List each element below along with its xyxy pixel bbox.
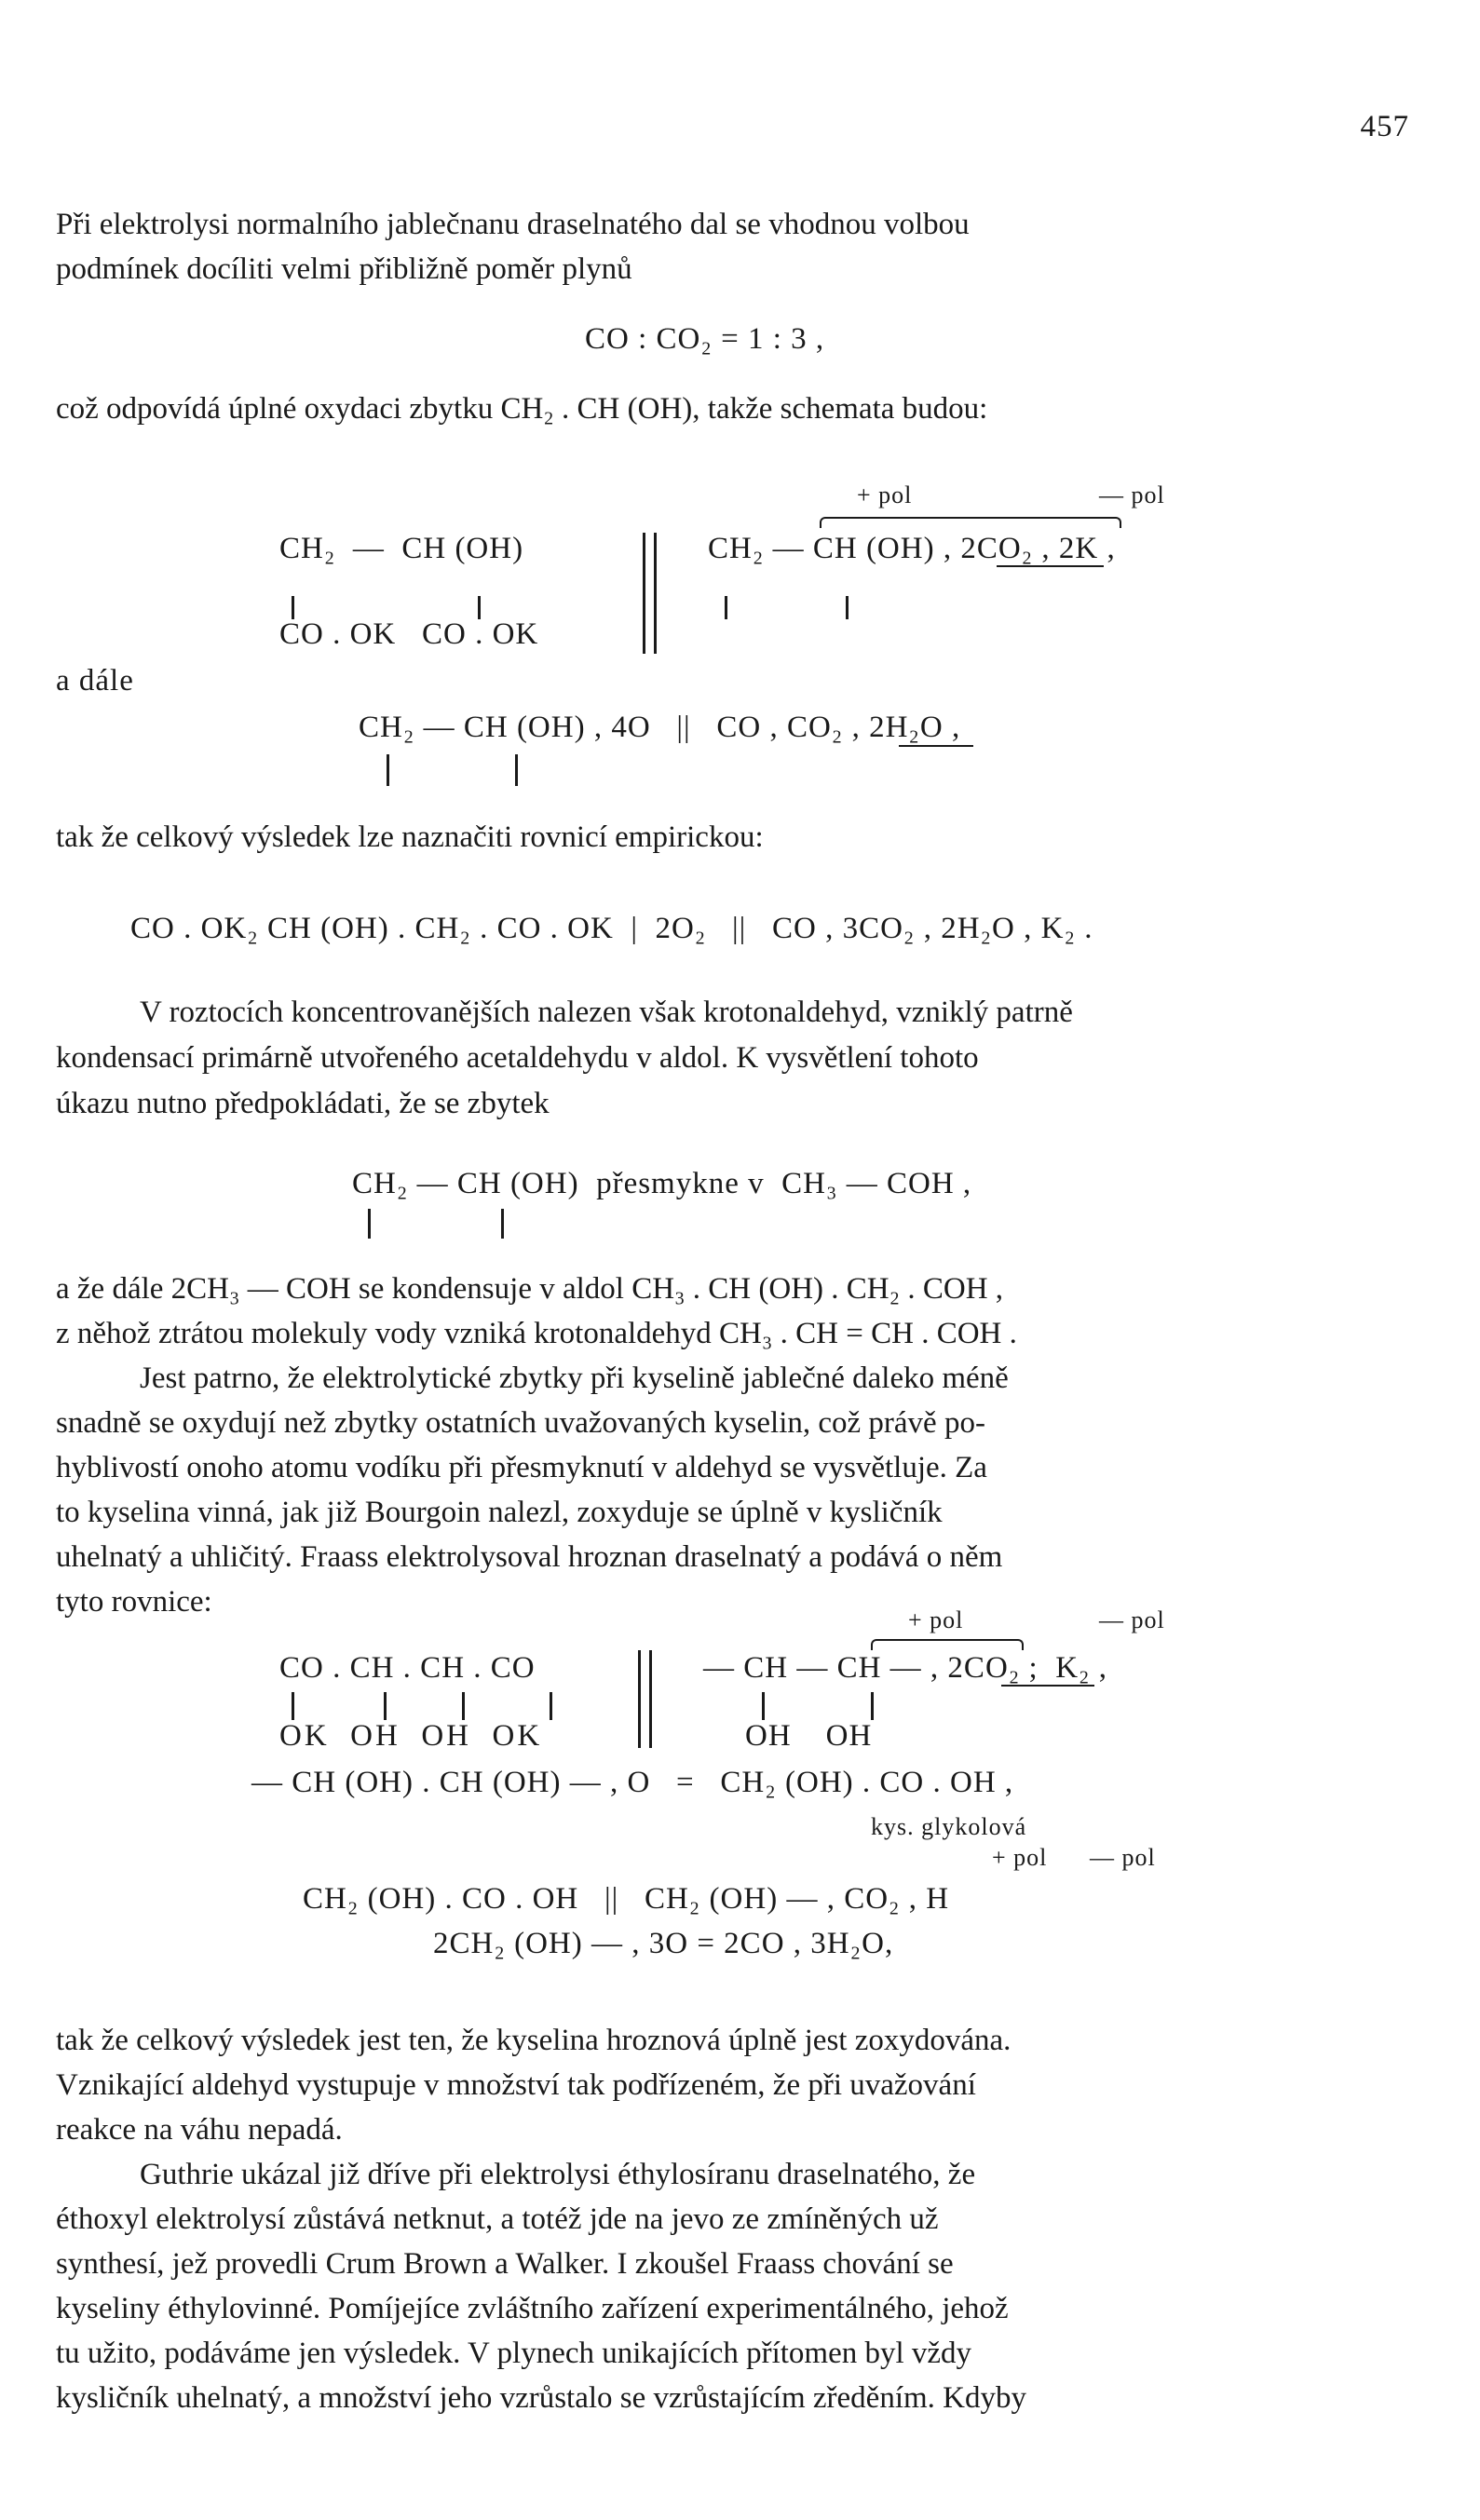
scheme3-row1-left: CO . CH . CH . CO — [279, 1651, 536, 1685]
pol-minus-label: — pol — [1090, 1844, 1156, 1871]
kys-glykolova: kys. glykolová — [871, 1813, 1027, 1840]
paragraph-line: uhelnatý a uhličitý. Fraass elektrolysoval hroznan draselnatý a podává o něm — [56, 1540, 1003, 1574]
paragraph-line: kysličník uhelnatý, a množství jeho vzrůstalo se vzrůstajícím zředěním. Kdyby — [56, 2381, 1026, 2415]
double-bar — [638, 1650, 641, 1748]
double-bar — [643, 533, 645, 654]
scheme3-row3: — CH (OH) . CH (OH) — , O = CH₂ (OH) . CO . OH , — [251, 1766, 1014, 1799]
paragraph-line: éthoxyl elektrolysí zůstává netknut, a totéž jde na jevo ze zmíněných už — [56, 2202, 939, 2236]
pol-minus-label: — pol — [1099, 481, 1165, 508]
bond — [501, 1209, 504, 1239]
scheme-2: CH₂ — CH (OH) , 4O || CO , CO₂ , 2H₂O , — [359, 711, 961, 744]
bond — [292, 1692, 294, 1720]
page-number: 457 — [1360, 110, 1409, 143]
pol-plus-label: + pol — [992, 1844, 1048, 1871]
paragraph-line: což odpovídá úplné oxydaci zbytku CH₂ . CH (OH), takže schemata budou: — [56, 392, 988, 426]
brace — [820, 517, 1121, 528]
scheme3-row1-right: — CH — CH — , 2CO₂ ; K₂ , — [703, 1651, 1108, 1685]
bond — [550, 1692, 552, 1720]
bond — [846, 596, 849, 619]
paragraph-line: V roztocích koncentrovanějších nalezen však krotonaldehyd, vzniklý patrně — [140, 996, 1073, 1029]
a-dale: a dále — [56, 664, 134, 698]
paragraph-line: a že dále 2CH₃ — COH se kondensuje v aldol CH₃ . CH (OH) . CH₂ . COH , — [56, 1272, 1004, 1306]
bond — [387, 754, 389, 786]
scheme3-row4: CH₂ (OH) . CO . OH || CH₂ (OH) — , CO₂ , H — [303, 1882, 950, 1916]
double-bar — [649, 1650, 652, 1748]
paragraph-line: kyseliny éthylovinné. Pomíjejíce zvláštního zařízení experimentálného, jehož — [56, 2292, 1009, 2325]
scheme-left-bottom: CO . OK CO . OK — [279, 617, 539, 651]
pol-plus-label: + pol — [857, 481, 913, 508]
paragraph-line: úkazu nutno předpokládati, že se zbytek — [56, 1087, 550, 1120]
brace — [871, 1639, 1024, 1650]
paragraph-line: Vznikající aldehyd vystupuje v množství tak podřízeném, že při uvažování — [56, 2068, 976, 2102]
double-bar — [654, 533, 657, 654]
paragraph-line: hyblivostí onoho atomu vodíku při přesmyknutí v aldehyd se vysvětluje. Za — [56, 1451, 987, 1484]
bond — [762, 1692, 765, 1720]
scheme-left-top: CH₂ — CH (OH) — [279, 532, 524, 565]
paragraph-line: to kyselina vinná, jak již Bourgoin nalezl, zoxyduje se úplně v kysličník — [56, 1496, 943, 1529]
bond — [871, 1692, 874, 1720]
paragraph-line: Guthrie ukázal již dříve při elektrolysi éthylosíranu draselnatého, že — [140, 2158, 976, 2191]
bond — [515, 754, 518, 786]
bond — [462, 1692, 465, 1720]
paragraph-line: kondensací primárně utvořeného acetaldehydu v aldol. K vysvětlení tohoto — [56, 1041, 979, 1075]
equation-ratio: CO : CO₂ = 1 : 3 , — [585, 322, 825, 356]
pol-minus-label: — pol — [1099, 1606, 1165, 1633]
paragraph-line: tak že celkový výsledek lze naznačiti rovnicí empirickou: — [56, 820, 764, 854]
paragraph-line: Jest patrno, že elektrolytické zbytky při kyselině jablečné daleko méně — [140, 1362, 1009, 1395]
paragraph-line: tyto rovnice: — [56, 1585, 212, 1619]
paragraph-line: snadně se oxydují než zbytky ostatních uvažovaných kyselin, což právě po- — [56, 1406, 985, 1440]
paragraph-line: reakce na váhu nepadá. — [56, 2113, 343, 2147]
paragraph-line: tak že celkový výsledek jest ten, že kyselina hroznová úplně jest zoxydována. — [56, 2024, 1012, 2057]
underline — [997, 565, 1104, 567]
scheme3-row5: 2CH₂ (OH) — , 3O = 2CO , 3H₂O, — [433, 1927, 894, 1960]
paragraph-line: tu užito, podáváme jen výsledek. V plynech unikajících přítomen byl vždy — [56, 2337, 972, 2370]
paragraph-line: podmínek docíliti velmi přibližně poměr plynů — [56, 252, 632, 286]
scheme3-row2-left: OK OH OH OK — [279, 1719, 543, 1753]
underline — [899, 745, 973, 747]
bond — [725, 596, 727, 619]
equation-total: CO . OK₂ CH (OH) . CH₂ . CO . OK | 2O₂ || CO , 3CO₂ , 2H₂O , K₂ . — [130, 912, 1093, 945]
paragraph-line: Při elektrolysi normalního jablečnanu draselnatého dal se vhodnou volbou — [56, 208, 970, 241]
paragraph-line: synthesí, jež provedli Crum Brown a Walker. I zkoušel Fraass chování se — [56, 2247, 954, 2281]
underline — [1001, 1685, 1094, 1687]
scheme-right-top: CH₂ — CH (OH) , 2CO₂ , 2K , — [708, 532, 1116, 565]
equation-rearrangement: CH₂ — CH (OH) přesmykne v CH₃ — COH , — [352, 1167, 972, 1200]
bond — [368, 1209, 371, 1239]
paragraph-line: z něhož ztrátou molekuly vody vzniká krotonaldehyd CH₃ . CH = CH . COH . — [56, 1317, 1017, 1350]
pol-plus-label: + pol — [908, 1606, 964, 1633]
scheme3-row2-right: OH OH — [745, 1719, 873, 1753]
bond — [384, 1692, 387, 1720]
